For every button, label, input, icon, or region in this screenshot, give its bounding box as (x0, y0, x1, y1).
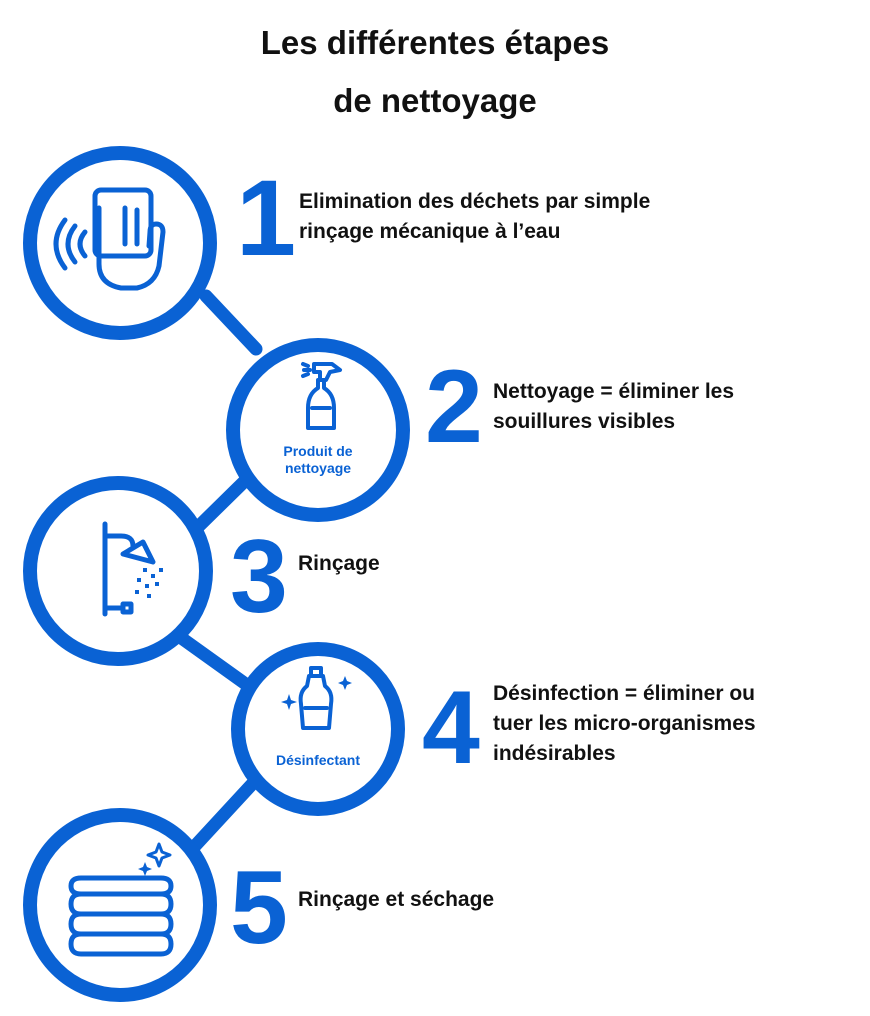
diagram-title-line-2: de nettoyage (333, 82, 537, 119)
step-2-text-line-1: Nettoyage = éliminer les (493, 380, 735, 403)
step-1-text-line-2: rinçage mécanique à l’eau (299, 220, 561, 243)
folded-towels-icon (37, 822, 203, 988)
step-2-circle-label-line-2: nettoyage (284, 460, 352, 476)
step-1-number: 1 (236, 157, 297, 278)
step-1-circle (23, 146, 217, 340)
step-4-text-line-1: Désinfection = éliminer ou (493, 682, 755, 705)
step-2-text (493, 377, 734, 437)
connector-1-2 (206, 296, 256, 349)
step-2-number: 2 (425, 349, 483, 465)
diagram-title-line-1: Les différentes étapes (260, 24, 610, 61)
step-1-text-line-1: Elimination des déchets par simple (299, 190, 651, 213)
step-4-circle-label-line-1: Désinfectant (275, 752, 361, 768)
step-3-number: 3 (230, 519, 288, 635)
step-3-circle (23, 476, 213, 666)
shower-icon (37, 490, 199, 652)
spray-bottle-icon (240, 352, 396, 508)
disinfectant-bottle-icon (245, 656, 391, 802)
step-2-text-line-2: souillures visibles (493, 410, 676, 433)
step-2-circle-label (240, 443, 396, 477)
step-4-circle (231, 642, 405, 816)
step-5-circle (23, 808, 217, 1002)
step-2-circle-label-line-1: Produit de (283, 443, 353, 459)
step-4-text-line-3: indésirables (493, 742, 616, 765)
step-4-circle-label (245, 752, 391, 769)
step-3-text-line-1: Rinçage (298, 552, 380, 575)
step-3-text (298, 549, 380, 579)
hand-wiping-cloth-icon (37, 160, 203, 326)
step-5-text-line-1: Rinçage et séchage (298, 888, 495, 911)
step-5-text (298, 885, 494, 915)
step-4-text-line-2: tuer les micro-organismes (493, 712, 756, 735)
step-4-text (493, 679, 756, 769)
step-1-text (299, 187, 650, 247)
step-4-number: 4 (422, 670, 480, 786)
step-5-number: 5 (230, 850, 288, 966)
step-2-circle (226, 338, 410, 522)
